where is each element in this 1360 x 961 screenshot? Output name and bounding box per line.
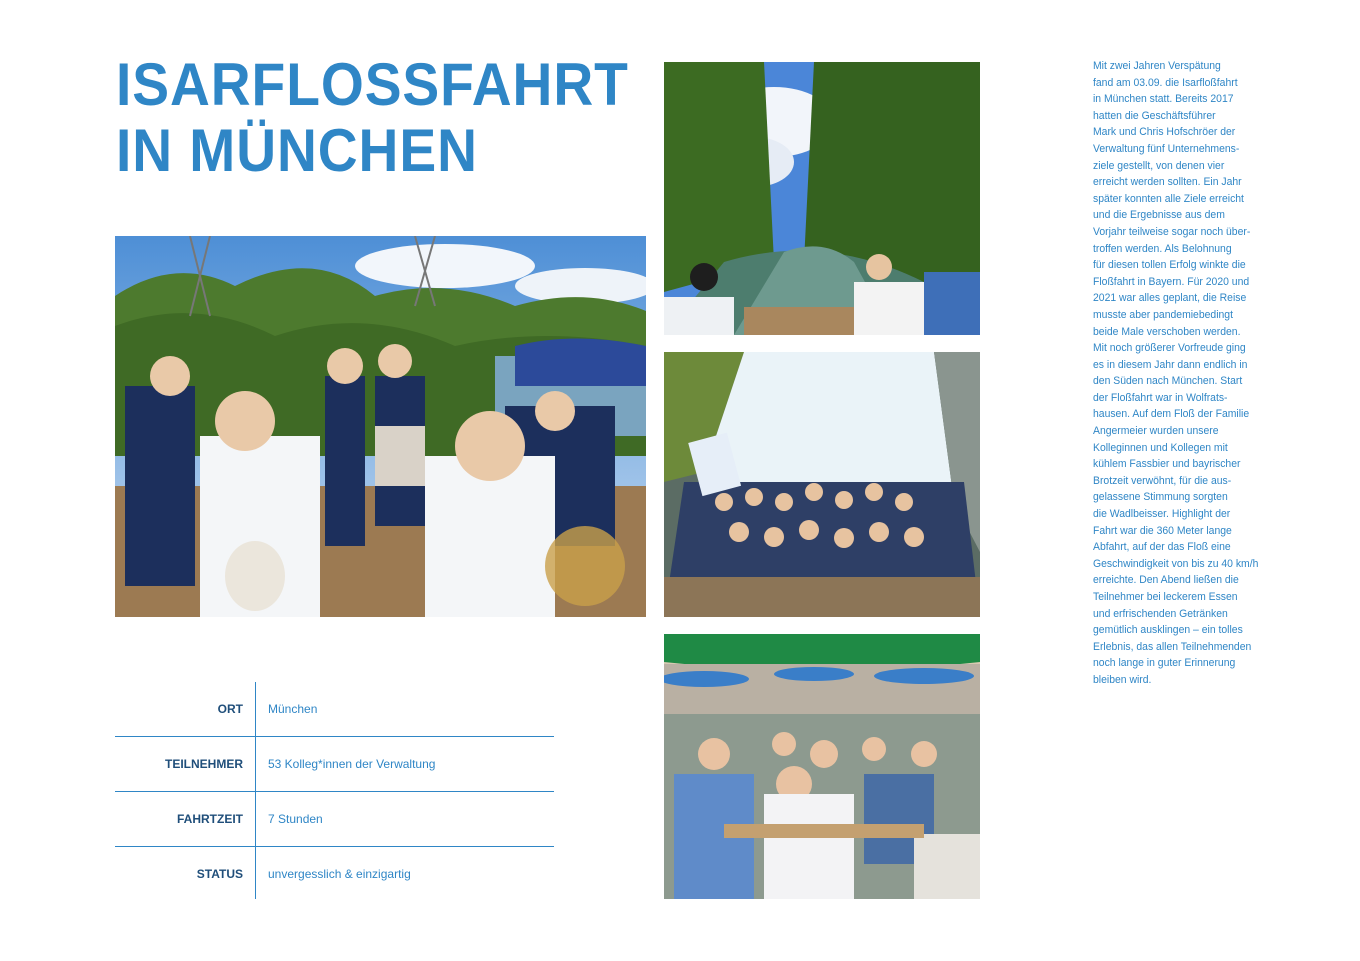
article-body-line: noch lange in guter Erinnerung xyxy=(1093,657,1236,670)
page-title-line-2: IN MÜNCHEN xyxy=(116,117,478,184)
page-title xyxy=(116,52,629,184)
article-body-line: Abfahrt, auf der das Floß eine xyxy=(1093,541,1231,554)
photo-band-on-raft xyxy=(115,236,646,617)
article-body-line: Angermeier wurden unsere xyxy=(1093,425,1219,438)
facts-row-status xyxy=(115,847,554,901)
photo-raft-descent xyxy=(664,352,980,617)
article-body xyxy=(1093,58,1259,689)
photo-beer-garden xyxy=(664,634,980,899)
facts-row-teilnehmer xyxy=(115,737,554,792)
article-body-line: gemütlich ausklingen – ein tolles xyxy=(1093,624,1243,637)
article-body-line: Mark und Chris Hofschröer der xyxy=(1093,126,1236,139)
facts-value: 7 Stunden xyxy=(268,812,323,826)
article-body-line: und erfrischenden Getränken xyxy=(1093,607,1228,620)
facts-value: 53 Kolleg*innen der Verwaltung xyxy=(268,757,436,771)
article-body-line: bleiben wird. xyxy=(1093,673,1152,686)
article-body-line: erreicht werden sollten. Ein Jahr xyxy=(1093,176,1242,189)
article-body-line: gelassene Stimmung sorgten xyxy=(1093,491,1228,504)
facts-table xyxy=(115,682,554,901)
article-body-line: für diesen tollen Erfolg winkte die xyxy=(1093,259,1246,272)
article-body-line: später konnten alle Ziele erreicht xyxy=(1093,192,1244,205)
article-body-line: kühlem Fassbier und bayrischer xyxy=(1093,458,1241,471)
article-body-line: den Süden nach München. Start xyxy=(1093,375,1243,388)
article-body-line: Geschwindigkeit von bis zu 40 km/h xyxy=(1093,557,1259,570)
page-title-line-1: ISARFLOSSFAHRT xyxy=(116,51,629,118)
facts-value: München xyxy=(268,702,318,716)
article-body-line: hatten die Geschäftsführer xyxy=(1093,109,1216,122)
article-body-line: fand am 03.09. die Isarfloßfahrt xyxy=(1093,76,1238,89)
facts-row-ort xyxy=(115,682,554,737)
article-body-line: und die Ergebnisse aus dem xyxy=(1093,209,1225,222)
article-body-line: Verwaltung fünf Unternehmens- xyxy=(1093,142,1240,155)
article-body-line: musste aber pandemiebedingt xyxy=(1093,308,1233,321)
facts-label: FAHRTZEIT xyxy=(177,812,243,826)
article-body-line: Brotzeit verwöhnt, für die aus- xyxy=(1093,474,1232,487)
article-body-line: 2021 war alles geplant, die Reise xyxy=(1093,292,1247,305)
article-body-line: Mit noch größerer Vorfreude ging xyxy=(1093,342,1246,355)
article-body-line: Fahrt war die 360 Meter lange xyxy=(1093,524,1232,537)
facts-value: unvergesslich & einzigartig xyxy=(268,867,411,881)
article-body-line: Kolleginnen und Kollegen mit xyxy=(1093,441,1228,454)
article-body-line: die Wadlbeisser. Highlight der xyxy=(1093,508,1231,521)
facts-label: TEILNEHMER xyxy=(165,757,243,771)
article-body-line: Floßfahrt in Bayern. Für 2020 und xyxy=(1093,275,1250,288)
article-body-line: in München statt. Bereits 2017 xyxy=(1093,93,1234,106)
article-body-line: Erlebnis, das allen Teilnehmenden xyxy=(1093,640,1252,653)
article-body-line: erreichte. Den Abend ließen die xyxy=(1093,574,1239,587)
article-body-line: Teilnehmer bei leckerem Essen xyxy=(1093,591,1238,603)
article-body-line: beide Male verschoben werden. xyxy=(1093,325,1241,338)
article-body-line: ziele gestellt, von denen vier xyxy=(1093,159,1225,172)
photo-river-view xyxy=(664,62,980,335)
article-body-line: der Floßfahrt war in Wolfrats- xyxy=(1093,391,1228,404)
facts-label: ORT xyxy=(217,702,243,716)
facts-label: STATUS xyxy=(196,867,243,881)
article-body-line: es in diesem Jahr dann endlich in xyxy=(1093,358,1248,371)
article-body-line: hausen. Auf dem Floß der Familie xyxy=(1093,408,1250,421)
article-body-line: Mit zwei Jahren Verspätung xyxy=(1093,60,1221,72)
facts-row-fahrtzeit xyxy=(115,792,554,847)
article-body-line: troffen werden. Als Belohnung xyxy=(1093,242,1232,255)
article-body-line: Vorjahr teilweise sogar noch über- xyxy=(1093,225,1251,238)
